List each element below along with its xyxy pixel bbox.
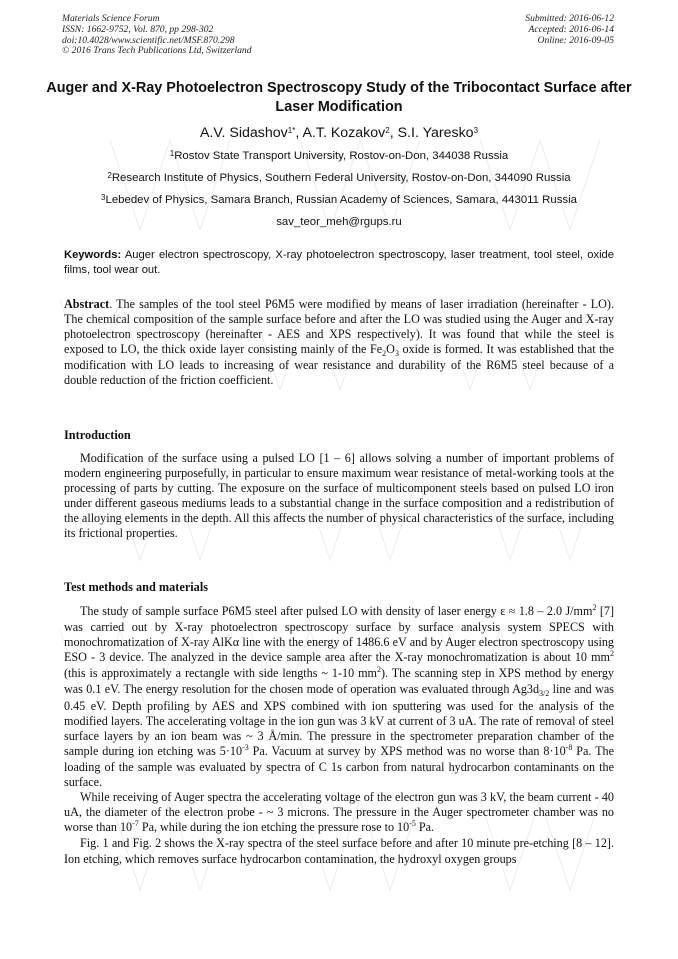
author-name: A.V. Sidashov: [199, 125, 288, 141]
superscript: -3: [242, 742, 249, 752]
text-run: Pa. Vacuum at survey by XPS method was no worse than 8·10: [248, 743, 566, 758]
superscript: 2: [610, 649, 614, 659]
subscript: 3/2: [539, 689, 550, 699]
affiliation-mark: 2: [107, 171, 112, 180]
text-run: The study of sample surface P6M5 steel after pulsed LO with density of laser energy ε ≈ 1.8 – 2.0 J/mm: [80, 604, 593, 618]
author-name: S.I. Yaresko: [397, 125, 474, 141]
paragraph: Modification of the surface using a pulsed LO [1 – 6] allows solving a number of important problems of modern engineering purposefully, in particular to ensure maximum wear resistance of metal-working tools at the processing of parts by cutting. The exposure on the surface of multicomponent steels based on pulsed LO iron under different gaseous mediums leads to a substantial change in the surface composition and a redistribution of the alloying elements in the depth. All this affects the number of physical characteristics of the surface, including its frictional properties.: [64, 451, 614, 541]
author-mark: 2: [385, 126, 390, 135]
author-mark: 1*: [287, 126, 296, 135]
author-email[interactable]: sav_teor_meh@rgups.ru: [276, 216, 402, 228]
abstract-text: O: [386, 342, 395, 357]
online-date: Online: 2016-09-05: [537, 34, 614, 46]
superscript: -7: [132, 819, 139, 829]
text-run: Pa, while during the ion etching the pressure rose to 10: [138, 820, 410, 835]
paper-title: Auger and X-Ray Photoelectron Spectroscopy Study of the Tribocontact Surface after Laser Modification: [46, 80, 632, 115]
affiliation-text: Rostov State Transport University, Rostov-on-Don, 344038 Russia: [174, 150, 509, 162]
subscript: 3: [394, 349, 399, 359]
paragraph: Fig. 1 and Fig. 2 shows the X-ray spectra of the steel surface before and after 10 minute pre-etching [8 – 12]. Ion etching, which removes surface hydrocarbon contamination, the hydroxyl oxygen groups: [64, 836, 614, 866]
keywords: [64, 248, 614, 279]
superscript: -8: [565, 742, 573, 752]
superscript: -5: [409, 819, 416, 829]
text-run: [7] was carried out by X-ray photoelectron spectroscopy surface by surface analysis system SPECS with monochromatization of X-ray AlKα line with the energy of 1486.6 eV and by Auger electron spectroscopy using ESO - 3 device. The analyzed in the device sample area after the X-ray monochromatization is about 10 mm: [64, 604, 614, 665]
text-run: Pa. The loading of the sample was evaluated by spectra of C 1s carbon from natural hydrocarbon contaminants on the surface.: [64, 743, 614, 790]
superscript: 2: [592, 603, 597, 612]
abstract-text: oxide is formed. It was established that the modification with LO leads to increasing of wear resistance and durability of the R6M5 steel because of a double reduction of the friction coefficient.: [64, 342, 614, 388]
subscript: 2: [382, 349, 387, 359]
journal-header-right: [525, 14, 614, 46]
affiliation: [0, 149, 678, 163]
section-heading-methods: Test methods and materials: [64, 580, 209, 594]
text-run: line and was 0.45 eV. Depth profiling by AES and XPS combined with ion sputtering was used for the analysis of the modified layers. The accelerating voltage in the ion gun was 3 kV at current of 3 uA. The rate of removal of steel surface layers by an ion beam was ~ 3 Å/min. The pressure in the spectrometer preparation chamber of the sample during ion etching was 5·10: [64, 682, 614, 758]
copyright-line: © 2016 Trans Tech Publications Ltd, Switzerland: [62, 45, 252, 57]
issn-line: ISSN: 1662-9752, Vol. 870, pp 298-302: [62, 23, 214, 35]
text-run: ). The scanning step in XPS method by energy was 0.1 eV. The energy resolution for the chosen mode of operation was evaluated through Ag3d: [64, 666, 614, 697]
affiliation: [0, 171, 678, 185]
abstract-label: Abstract: [64, 297, 110, 311]
text-run: (this is approximately a rectangle with side lengths ~ 1-10 mm: [64, 666, 377, 681]
paragraph: [64, 790, 614, 836]
accepted-date: Accepted: 2016-06-14: [528, 23, 614, 35]
doi-link[interactable]: doi:10.4028/www.scientific.net/MSF.870.298: [62, 34, 235, 46]
introduction-body: [64, 451, 614, 542]
section-heading-introduction: Introduction: [64, 428, 131, 442]
affiliation: [0, 193, 678, 207]
submitted-date: Submitted: 2016-06-12: [525, 13, 614, 24]
text-run: Pa.: [415, 820, 435, 835]
affiliation-text: Lebedev of Physics, Samara Branch, Russian Academy of Sciences, Samara, 443011 Russia: [105, 194, 577, 206]
abstract-text: . The samples of the tool steel P6M5 were modified by means of laser irradiation (hereinafter - LO). The chemical composition of the sample surface before and after the LO was studied using the Auger and X-ray photoelectron spectroscopy (hereinafter - AES and XPS respectively). It was found that while the steel is exposed to LO, the thick oxide layer consisting mainly of the Fe: [64, 297, 614, 357]
abstract: [64, 297, 614, 389]
author-name: A.T. Kozakov: [302, 125, 386, 141]
text-run: While receiving of Auger spectra the accelerating voltage of the electron gun was 3 kV, the beam current - 40 uA, the diameter of the electron probe - ~ 3 microns. The pressure in the Auger spectrometer chamber was no worse than 10: [64, 790, 614, 835]
affiliation-text: Research Institute of Physics, Southern Federal University, Rostov-on-Don, 344090 Russia: [111, 172, 571, 184]
affiliation-mark: 1: [169, 149, 175, 158]
paragraph: [64, 604, 614, 790]
journal-header-left: [62, 14, 252, 57]
affiliation-mark: 3: [101, 193, 106, 202]
journal-name: Materials Science Forum: [62, 13, 160, 24]
keywords-text: Auger electron spectroscopy, X-ray photoelectron spectroscopy, laser treatment, tool steel, oxide films, tool wear out.: [64, 249, 614, 277]
keywords-label: Keywords:: [64, 249, 122, 261]
author-list: A.V. Sidashov$^{1*}$, A.T. Kozakov$^2$, S.I. Yaresko$^3$: [199, 125, 479, 141]
author-mark: 3: [473, 126, 479, 135]
superscript: 2: [376, 665, 381, 675]
methods-body: [64, 604, 614, 867]
